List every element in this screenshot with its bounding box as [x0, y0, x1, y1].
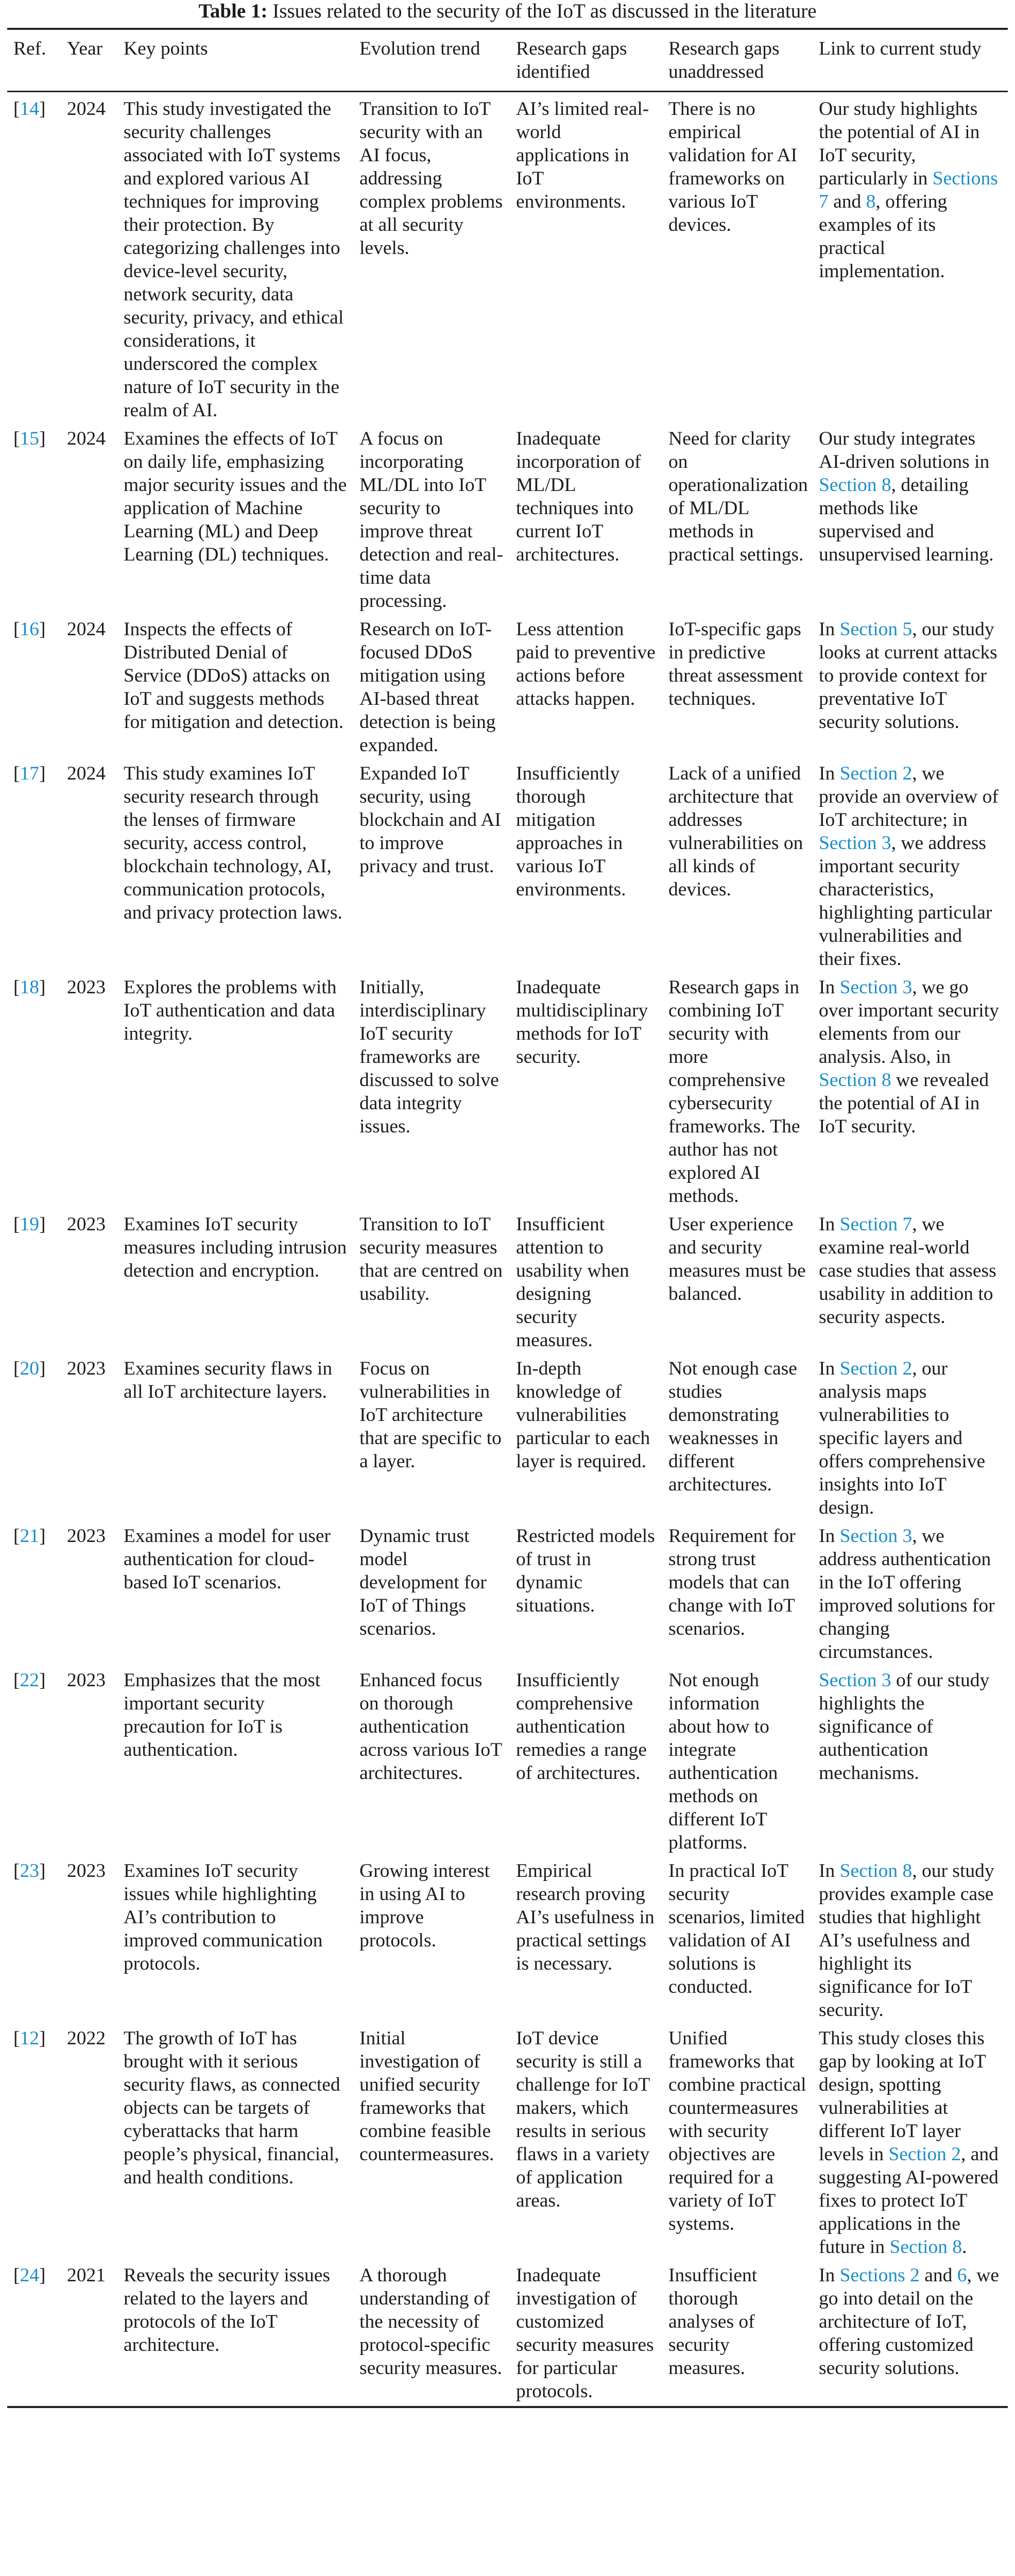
- header-ref: Ref.: [7, 29, 61, 92]
- gaps-unaddressed-cell: Insufficient thorough analyses of security measures.: [662, 2259, 813, 2407]
- gaps-unaddressed-cell: Lack of a unified architecture that addresses vulnerabilities on all kinds of devices.: [668, 763, 803, 900]
- literature-table: [7, 28, 1008, 2408]
- link-text: In: [819, 1526, 840, 1547]
- link-text: , we provide an overview of IoT architecture; in: [819, 763, 999, 831]
- link-text: , we go over important security elements from our analysis. Also, in: [819, 977, 999, 1067]
- key-points-cell: This study investigated the security challenges associated with IoT systems and explored various AI techniques for improving their protection. By categorizing challenges into device-level security, network security, data security, privacy, and ethical considerations, it underscored the complex nature of IoT security in the realm of AI.: [124, 98, 344, 421]
- key-points-cell: Reveals the security issues related to the layers and protocols of the IoT architecture.: [117, 2259, 353, 2407]
- reference-link[interactable]: 12: [20, 2028, 39, 2049]
- table-caption-text: Issues related to the security of the IoT as discussed in the literature: [272, 0, 817, 22]
- gaps-identified-cell: Inadequate multidisciplinary methods for IoT security.: [516, 977, 648, 1067]
- table-row: [7, 422, 1008, 613]
- section-link[interactable]: Sections 2: [839, 2265, 920, 2286]
- header-link-current-study: Link to current study: [813, 29, 1008, 92]
- table-row: [7, 757, 1008, 971]
- link-text: and: [828, 191, 866, 212]
- ref-cell: [16]: [13, 619, 46, 640]
- ref-cell: [19]: [13, 1214, 46, 1235]
- gaps-unaddressed-cell: IoT-specific gaps in predictive threat assessment techniques.: [668, 619, 803, 709]
- reference-link[interactable]: 18: [20, 977, 39, 998]
- year-cell: 2021: [61, 2259, 117, 2407]
- link-text: In: [819, 977, 840, 998]
- evolution-trend-cell: Initially, interdisciplinary IoT security frameworks are discussed to solve data integrity issues.: [359, 977, 499, 1137]
- ref-cell: [22]: [13, 1670, 46, 1691]
- ref-cell: [17]: [13, 763, 46, 784]
- gaps-identified-cell: Insufficiently thorough mitigation approaches in various IoT environments.: [516, 763, 626, 900]
- gaps-identified-cell: AI’s limited real-world applications in IoT environments.: [516, 98, 649, 212]
- header-evolution-trend: Evolution trend: [353, 29, 510, 92]
- section-link[interactable]: Section 7: [839, 1214, 913, 1235]
- link-text: , our study looks at current attacks to provide context for preventative IoT security solutions.: [819, 619, 997, 733]
- section-link[interactable]: 6: [957, 2265, 967, 2286]
- ref-cell: [18]: [13, 977, 46, 998]
- link-text: In: [819, 2265, 840, 2286]
- key-points-cell: Emphasizes that the most important security precaution for IoT is authentication.: [124, 1670, 321, 1760]
- table-row: [7, 2259, 1008, 2407]
- key-points-cell: Explores the problems with IoT authentication and data integrity.: [124, 977, 337, 1044]
- ref-cell: [24]: [7, 2259, 61, 2407]
- gaps-identified-cell: Insufficient attention to usability when designing security measures.: [516, 1214, 629, 1351]
- link-text: of our study highlights the significance of authentication mechanisms.: [819, 1670, 990, 1784]
- link-current-study-cell: [813, 1352, 1008, 1519]
- link-text: , our study provides example case studies that highlight AI’s usefulness and highlight its significance for IoT security.: [819, 1860, 994, 2021]
- section-link[interactable]: Section 3: [839, 1526, 913, 1547]
- link-text: we revealed the potential of AI in IoT security.: [819, 1070, 989, 1137]
- gaps-unaddressed-cell: Need for clarity on operationalization of ML/DL methods in practical settings.: [668, 428, 808, 565]
- year-cell: 2023: [67, 977, 106, 998]
- section-link[interactable]: Section 8: [819, 474, 891, 496]
- gaps-identified-cell: Less attention paid to preventive actions before attacks happen.: [516, 619, 656, 709]
- header-key-points: Key points: [117, 29, 353, 92]
- key-points-cell: Inspects the effects of Distributed Denial of Service (DDoS) attacks on IoT and suggests methods for mitigation and detection.: [124, 619, 343, 733]
- gaps-unaddressed-cell: There is no empirical validation for AI frameworks on various IoT devices.: [668, 98, 797, 235]
- link-text: , we examine real-world case studies that assess usability in addition to security aspects.: [819, 1214, 996, 1328]
- ref-cell: [15]: [13, 428, 46, 449]
- evolution-trend-cell: Transition to IoT security measures that are centred on usability.: [359, 1214, 503, 1304]
- ref-cell: [14]: [13, 98, 46, 120]
- table-row: [7, 1854, 1008, 2022]
- year-cell: 2023: [67, 1214, 106, 1235]
- reference-link[interactable]: 17: [20, 763, 39, 784]
- link-text: and: [919, 2265, 957, 2286]
- link-text: In: [819, 1860, 840, 1882]
- evolution-trend-cell: Enhanced focus on thorough authentication across various IoT architectures.: [359, 1670, 502, 1784]
- table-row: [7, 613, 1008, 757]
- link-current-study-cell: [813, 1208, 1008, 1352]
- link-current-study-cell: [813, 2259, 1008, 2407]
- evolution-trend-cell: Transition to IoT security with an AI focus, addressing complex problems at all security levels.: [359, 98, 503, 259]
- year-cell: 2024: [67, 763, 106, 784]
- header-year: Year: [61, 29, 117, 92]
- link-text: , offering examples of its practical implementation.: [819, 191, 948, 282]
- header-gaps-identified: Research gaps identified: [510, 29, 662, 92]
- key-points-cell: Examines a model for user authentication for cloud-based IoT scenarios.: [124, 1526, 331, 1593]
- evolution-trend-cell: A thorough understanding of the necessity of protocol-specific security measures.: [353, 2259, 510, 2407]
- section-link[interactable]: Section 8: [839, 1860, 913, 1882]
- year-cell: 2024: [67, 619, 106, 640]
- reference-link[interactable]: 16: [20, 619, 39, 640]
- key-points-cell: Examines IoT security issues while highlighting AI’s contribution to improved communication protocols.: [124, 1860, 323, 1974]
- year-cell: 2022: [67, 2028, 106, 2049]
- ref-cell: [21]: [13, 1526, 46, 1547]
- link-current-study-cell: [813, 2022, 1008, 2259]
- year-cell: 2023: [67, 1860, 106, 1882]
- table-header: [7, 29, 1008, 92]
- evolution-trend-cell: Focus on vulnerabilities in IoT architecture that are specific to a layer.: [359, 1358, 502, 1472]
- gaps-unaddressed-cell: Requirement for strong trust models that can change with IoT scenarios.: [668, 1526, 796, 1639]
- gaps-identified-cell: In-depth knowledge of vulnerabilities particular to each layer is required.: [516, 1358, 650, 1472]
- section-link[interactable]: Section 2: [888, 2144, 961, 2165]
- link-text: This study closes this gap by looking at IoT design, spotting vulnerabilities at different IoT layer levels in: [819, 2028, 986, 2165]
- table-row: [7, 92, 1008, 422]
- section-link[interactable]: Section 2: [839, 1358, 913, 1379]
- year-cell: 2023: [67, 1526, 106, 1547]
- table-body: [7, 92, 1008, 2408]
- ref-cell: [12]: [13, 2028, 46, 2049]
- section-link[interactable]: 8: [866, 191, 876, 212]
- link-current-study-cell: [813, 757, 1008, 971]
- evolution-trend-cell: A focus on incorporating ML/DL into IoT security to improve threat detection and real-time data processing.: [359, 428, 504, 612]
- gaps-identified-cell: Inadequate incorporation of ML/DL techniques into current IoT architectures.: [516, 428, 641, 565]
- section-link[interactable]: Section 2: [839, 763, 913, 784]
- header-gaps-unaddressed: Research gaps unaddressed: [662, 29, 813, 92]
- link-text: In: [819, 1214, 840, 1235]
- link-text: , we address authentication in the IoT offering improved solutions for changing circumstances.: [819, 1526, 995, 1663]
- table-caption-label: Table 1:: [198, 0, 268, 22]
- section-link[interactable]: Section 8: [819, 1070, 891, 1091]
- link-text: , our analysis maps vulnerabilities to specific layers and offers comprehensive insights into IoT design.: [819, 1358, 986, 1518]
- year-cell: 2024: [67, 98, 106, 120]
- key-points-cell: The growth of IoT has brought with it serious security flaws, as connected objects can be targets of cyberattacks that harm people’s physical, financial, and health conditions.: [124, 2028, 340, 2188]
- link-text: Our study integrates AI-driven solutions in: [819, 428, 990, 472]
- gaps-unaddressed-cell: Not enough information about how to integrate authentication methods on different IoT platforms.: [668, 1670, 778, 1853]
- link-current-study-cell: [813, 1664, 1008, 1854]
- section-link[interactable]: Section 3: [819, 833, 891, 854]
- gaps-identified-cell: Insufficiently comprehensive authentication remedies a range of architectures.: [516, 1670, 647, 1784]
- gaps-unaddressed-cell: Unified frameworks that combine practical countermeasures with security objectives are required for a variety of IoT systems.: [668, 2028, 806, 2234]
- table-row: [7, 1664, 1008, 1854]
- link-current-study-cell: [813, 422, 1008, 613]
- section-link[interactable]: Section 3: [819, 1670, 891, 1691]
- link-text: , and suggesting AI-powered fixes to protect IoT applications in the future in: [819, 2144, 999, 2258]
- table-row: [7, 2022, 1008, 2259]
- table-row: [7, 1352, 1008, 1519]
- key-points-cell: Examines security flaws in all IoT architecture layers.: [124, 1358, 333, 1402]
- link-text: .: [962, 2236, 967, 2258]
- section-link[interactable]: Section 8: [889, 2236, 962, 2258]
- link-current-study-cell: [813, 1519, 1008, 1664]
- link-text: In: [819, 619, 840, 640]
- reference-link[interactable]: 14: [20, 98, 39, 120]
- gaps-unaddressed-cell: Not enough case studies demonstrating weaknesses in different architectures.: [668, 1358, 797, 1495]
- gaps-identified-cell: IoT device security is still a challenge for IoT makers, which results in serious flaws in a variety of application areas.: [516, 2028, 650, 2211]
- key-points-cell: This study examines IoT security research through the lenses of firmware security, access control, blockchain technology, AI, communication protocols, and privacy protection laws.: [124, 763, 342, 923]
- reference-link[interactable]: 24: [20, 2265, 39, 2286]
- ref-cell: [20]: [13, 1358, 46, 1379]
- evolution-trend-cell: Initial investigation of unified security frameworks that combine feasible countermeasures.: [359, 2028, 494, 2165]
- evolution-trend-cell: Expanded IoT security, using blockchain and AI to improve privacy and trust.: [359, 763, 501, 877]
- reference-link[interactable]: 21: [20, 1526, 39, 1547]
- section-link[interactable]: Sections 7: [819, 168, 998, 212]
- header-row: [7, 29, 1008, 92]
- gaps-unaddressed-cell: Research gaps in combining IoT security with more comprehensive cybersecurity frameworks. The author has not explored AI methods.: [668, 977, 800, 1207]
- link-current-study-cell: [813, 92, 1008, 422]
- reference-link[interactable]: 20: [20, 1358, 39, 1379]
- reference-link[interactable]: 22: [20, 1670, 39, 1691]
- reference-link[interactable]: 15: [20, 428, 39, 449]
- reference-link[interactable]: 23: [20, 1860, 39, 1882]
- table-caption: [7, 0, 1008, 23]
- link-current-study-cell: [813, 971, 1008, 1208]
- gaps-identified-cell: Inadequate investigation of customized security measures for particular protocols.: [510, 2259, 662, 2407]
- year-cell: 2023: [67, 1670, 106, 1691]
- link-text: Our study highlights the potential of AI in IoT security, particularly in: [819, 98, 980, 189]
- year-cell: 2023: [67, 1358, 106, 1379]
- gaps-identified-cell: Restricted models of trust in dynamic situations.: [516, 1526, 655, 1616]
- table-row: [7, 1519, 1008, 1664]
- reference-link[interactable]: 19: [20, 1214, 39, 1235]
- evolution-trend-cell: Growing interest in using AI to improve protocols.: [359, 1860, 490, 1951]
- section-link[interactable]: Section 5: [839, 619, 913, 640]
- table-row: [7, 971, 1008, 1208]
- ref-cell: [23]: [13, 1860, 46, 1882]
- link-text: , we address important security characteristics, highlighting particular vulnerabilities and their fixes.: [819, 833, 992, 970]
- evolution-trend-cell: Research on IoT-focused DDoS mitigation using AI-based threat detection is being expanded.: [359, 619, 496, 756]
- link-text: In: [819, 763, 840, 784]
- link-current-study-cell: [813, 613, 1008, 757]
- key-points-cell: Examines IoT security measures including intrusion detection and encryption.: [124, 1214, 347, 1281]
- evolution-trend-cell: Dynamic trust model development for IoT of Things scenarios.: [359, 1526, 487, 1639]
- year-cell: 2024: [67, 428, 106, 449]
- link-text: , we go into detail on the architecture of IoT, offering customized security solutions.: [819, 2265, 999, 2379]
- gaps-unaddressed-cell: In practical IoT security scenarios, limited validation of AI solutions is conducted.: [668, 1860, 805, 1997]
- link-current-study-cell: [813, 1854, 1008, 2022]
- key-points-cell: Examines the effects of IoT on daily life, emphasizing major security issues and the application of Machine Learning (ML) and Deep Learning (DL) techniques.: [124, 428, 347, 565]
- section-link[interactable]: Section 3: [839, 977, 913, 998]
- table-row: [7, 1208, 1008, 1352]
- link-text: In: [819, 1358, 840, 1379]
- gaps-unaddressed-cell: User experience and security measures must be balanced.: [668, 1214, 806, 1304]
- link-text: , detailing methods like supervised and unsupervised learning.: [819, 474, 994, 565]
- gaps-identified-cell: Empirical research proving AI’s usefulness in practical settings is necessary.: [516, 1860, 655, 1974]
